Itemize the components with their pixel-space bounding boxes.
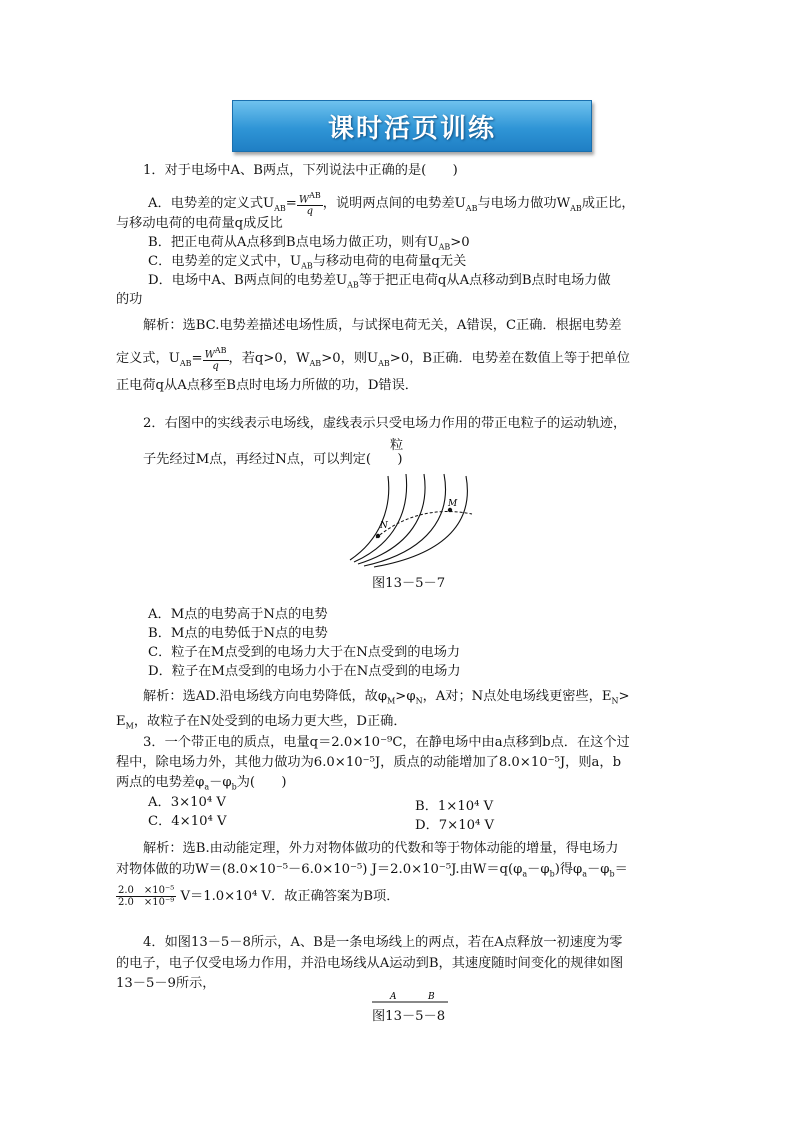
q1-option-d-line2: 的功 xyxy=(116,292,143,307)
q2-figure-caption: 图13－5－7 xyxy=(372,576,446,591)
q3-line1: 3．一个带正电的质点，电量q＝2.0×10⁻⁹C，在静电场中由a点移到b点．在这个过 xyxy=(143,735,630,750)
label-m: M xyxy=(448,499,458,509)
q1-option-c: C．电势差的定义式中，$U_{AB}$与移动电荷的电荷量q无关 xyxy=(148,254,467,271)
q1-fraction: $\frac{W^{AB}}{q}$ xyxy=(298,191,321,218)
q2-option-c: C．粒子在M点受到的电场力大于在N点受到的电场力 xyxy=(148,645,461,660)
q4-line3: 13－5－9所示， xyxy=(116,976,216,991)
field-line xyxy=(358,474,425,564)
q2-option-a: A．M点的电势高于N点的电势 xyxy=(148,607,328,622)
q3-line3: 两点的电势差$\varphi_a-\varphi_b$为( ) xyxy=(116,775,287,792)
q1-answer-fraction: $\frac{W^{AB}}{q}$ xyxy=(204,346,227,373)
q2-option-d: D．粒子在M点受到的电场力小于在N点受到的电场力 xyxy=(148,664,461,679)
field-line xyxy=(350,476,389,560)
label-b: B xyxy=(428,992,435,1002)
q3-answer-line1: 解析：选B.由动能定理，外力对物体做功的代数和等于物体动能的增量，得电场力 xyxy=(143,841,619,856)
q3-option-a: A．3×10⁴ V xyxy=(148,795,226,810)
point-n xyxy=(376,534,380,538)
q1-answer-line2: 定义式，$U_{AB}=$ $\frac{W^{AB}}{q}$ ，若q>0，$W_{AB}>0$，则$U_{AB}>0$，B正确．电势差在数值上等于把单位 xyxy=(116,346,630,373)
field-line-figure xyxy=(340,468,480,568)
field-line xyxy=(364,474,445,566)
q3-answer-fraction: $\frac{\text{2.0 ×10⁻⁵}}{\text{2.0 ×10⁻⁹}}$ xyxy=(118,885,175,908)
q3-answer-line3: $\frac{\text{2.0 ×10⁻⁵}}{\text{2.0 ×10⁻⁹}}$ V＝1.0×10⁴ V．故正确答案为B项． xyxy=(118,885,400,908)
label-n: N xyxy=(380,521,388,531)
field-line xyxy=(374,476,467,567)
q4-line1: 4．如图13－5－8所示，A、B是一条电场线上的两点，若在A点释放一初速度为零 xyxy=(143,935,623,950)
q3-option-b: B．1×10⁴ V xyxy=(415,799,494,814)
q4-line2: 的电子，电子仅受电场力作用，并沿电场线从A运动到B，其速度随时间变化的规律如图 xyxy=(116,956,624,971)
q1-stem: 1．对于电场中A、B两点，下列说法中正确的是( ) xyxy=(143,163,458,178)
title-banner xyxy=(232,100,592,152)
q1-option-b: B．把正电荷从A点移到B点电场力做正功，则有$U_{AB}>0$ xyxy=(148,235,470,252)
field-line xyxy=(354,474,407,562)
q1-option-d-line1: D．电场中A、B两点间的电势差$U_{AB}$等于把正电荷q从A点移动到B点时电场力做 xyxy=(148,273,611,290)
q2-option-b: B．M点的电势低于N点的电势 xyxy=(148,626,328,641)
q1-option-a-line2: 与移动电荷的电荷量q成反比 xyxy=(116,216,283,231)
q3-option-d: D．7×10⁴ V xyxy=(415,818,494,833)
q3-option-c: C．4×10⁴ V xyxy=(148,814,227,829)
ab-line-figure xyxy=(370,990,450,1006)
page-title: 课时活页训练 xyxy=(327,113,496,144)
q2-stem-line2: 子先经过M点，再经过N点，可以判定( ) xyxy=(143,452,403,467)
label-a: A xyxy=(390,992,397,1002)
q2-stem-char: 粒 xyxy=(390,438,404,453)
q3-line2: 程中，除电场力外，其他力做功为6.0×10⁻⁵J，质点的动能增加了8.0×10⁻⁵J，则a，b xyxy=(116,755,622,770)
q1-option-a-line1: A．电势差的定义式$U_{AB}=$ $\frac{W^{AB}}{q}$ ，说明两点间的电势差$U_{AB}$与电场力做功$W_{AB}$成正比， xyxy=(148,191,635,218)
q2-stem-line1: 2．右图中的实线表示电场线，虚线表示只受电场力作用的带正电粒子的运动轨迹， xyxy=(143,416,627,431)
q2-answer-line2: $E_M$，故粒子在N处受到的电场力更大些，D正确． xyxy=(116,714,407,731)
q2-answer-line1: 解析：选AD.沿电场线方向电势降低，故$\varphi_M>\varphi_N$，A对；N点处电场线更密些，$E_N>$ xyxy=(143,689,630,706)
q4-figure-caption: 图13－5－8 xyxy=(372,1009,446,1024)
q1-answer-line1: 解析：选BC.电势差描述电场性质，与试探电荷无关，A错误，C正确．根据电势差 xyxy=(143,318,622,333)
q1-answer-line3: 正电荷q从A点移至B点时电场力所做的功，D错误． xyxy=(116,378,418,393)
q3-answer-line2: 对物体做的功W＝(8.0×10⁻⁵－6.0×10⁻⁵) J＝2.0×10⁻⁵J.由$W=q(\varphi_a-\varphi_b)$得$\varphi_a-\varphi_b=$ xyxy=(116,862,628,879)
